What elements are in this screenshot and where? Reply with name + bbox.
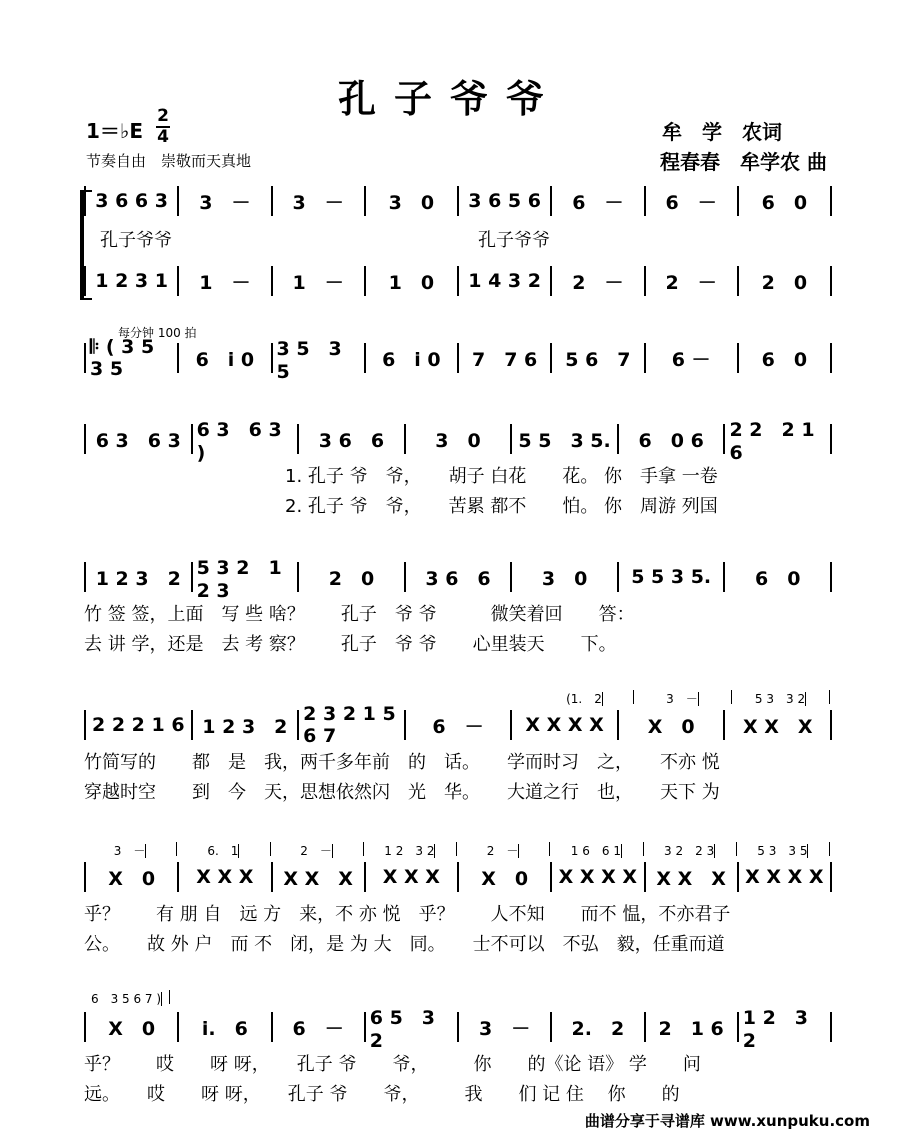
key-signature: 1＝♭E xyxy=(86,119,144,143)
measure: 1 0 xyxy=(366,266,459,296)
measure: X X X X xyxy=(512,710,619,740)
pre-measure: 5 3 3 5 xyxy=(737,842,830,856)
measure: 𝄆 ( 3 5 3 5 xyxy=(86,343,179,373)
measure: 2 1 6 xyxy=(646,1012,739,1042)
pre-measure: 1 2 3 2 xyxy=(364,842,457,856)
system-bottom-row xyxy=(84,266,832,296)
pre-line-5 xyxy=(84,842,830,856)
pre-measure: 6 3 5 6 7 ) xyxy=(84,990,170,1004)
measure: 5 5 3 5. xyxy=(512,424,619,454)
measure: 2 2 2 1 6 xyxy=(86,710,193,740)
lyricist-credit: 牟 学 农词 xyxy=(662,120,782,144)
measure: 3 0 xyxy=(406,424,513,454)
lyric-line-2b: 2. 孔子 爷 爷， 苦累 都不 怕。 你 周游 列国 xyxy=(285,496,718,517)
measure: X X X xyxy=(646,862,739,892)
measure: 2 2 2 1 6 xyxy=(725,424,832,454)
measure: 5 3 2 1 2 3 xyxy=(193,562,300,592)
measure: 6 i 0 xyxy=(179,343,272,373)
measure: 6 0 6 xyxy=(619,424,726,454)
measure: 6 5 3 2 xyxy=(366,1012,459,1042)
footer-credit: 曲谱分享于寻谱库 www.xunpuku.com xyxy=(584,1112,870,1130)
measure: 6 3 6 3 ) xyxy=(193,424,300,454)
measure: 1 2 3 1 xyxy=(86,266,179,296)
measure: X X X xyxy=(179,862,272,892)
score-line-1 xyxy=(84,336,832,383)
pre-measure: 2 － xyxy=(457,842,550,856)
measure: 1 － xyxy=(273,266,366,296)
measure: 6 － xyxy=(273,1012,366,1042)
pre-measure: 3 － xyxy=(634,690,732,704)
measure: X 0 xyxy=(619,710,726,740)
measure: 3 6 6 xyxy=(406,562,513,592)
pre-line-6 xyxy=(84,990,170,1004)
measure: 1 4 3 2 xyxy=(459,266,552,296)
measure: 1 2 3 2 xyxy=(86,562,193,592)
score-line-2 xyxy=(84,418,832,464)
pre-measure: 3 － xyxy=(84,842,177,856)
tempo-marking: 节奏自由 崇敬而天真地 xyxy=(86,152,252,170)
measure: 2 3 2 1 5 6 7 xyxy=(299,710,406,740)
measure: 6 0 xyxy=(739,343,832,373)
measure: 3 － xyxy=(273,186,366,216)
measure: 3 6 6 xyxy=(299,424,406,454)
measure: 7 7 6 xyxy=(459,343,552,373)
measure: 3 5 3 5 xyxy=(273,343,366,373)
measure: 5 6 7 xyxy=(552,343,645,373)
meter-bottom: 4 xyxy=(157,127,169,147)
measure: 2 0 xyxy=(299,562,406,592)
system-lyric: 孔子爷爷 孔子爷爷 xyxy=(100,230,550,251)
measure: 1 2 3 2 xyxy=(193,710,300,740)
song-title: 孔子爷爷 xyxy=(337,76,562,121)
score-line-3 xyxy=(84,556,832,602)
measure: 6 3 6 3 xyxy=(86,424,193,454)
measure: 3 6 5 6 xyxy=(459,186,552,216)
lyric-line-3b: 去 讲 学，还是 去 考 察？ 孔子 爷 爷 心里装天 下。 xyxy=(84,634,617,655)
measure: X X X X xyxy=(552,862,645,892)
measure: 3 － xyxy=(179,186,272,216)
pre-measure: 6. 1 xyxy=(177,842,270,856)
pre-line-4 xyxy=(536,690,830,704)
measure: 3 0 xyxy=(512,562,619,592)
bpm-marking: 每分钟 100 拍 xyxy=(118,326,197,340)
pre-measure: 3 2 2 3 xyxy=(644,842,737,856)
measure: 6 i 0 xyxy=(366,343,459,373)
lyric-line-2a: 1. 孔子 爷 爷， 胡子 白花 花。 你 手拿 一卷 xyxy=(285,466,718,487)
lyric-line-5a: 乎？ 有 朋 自 远 方 来，不 亦 悦 乎？ 人不知 而不 愠，不亦君子 xyxy=(84,904,731,925)
score-line-5 xyxy=(84,862,832,892)
measure: i. 6 xyxy=(179,1012,272,1042)
system-top-row xyxy=(84,186,832,216)
measure: 1 － xyxy=(179,266,272,296)
measure: 3 6 6 3 xyxy=(86,186,179,216)
pre-measure: 1 6 6 1 xyxy=(550,842,643,856)
measure: 6 － xyxy=(406,710,513,740)
composer-credit: 程春春 牟学农 曲 xyxy=(660,150,827,174)
measure: 2. 2 xyxy=(552,1012,645,1042)
measure: X 0 xyxy=(86,862,179,892)
time-signature xyxy=(156,108,170,146)
measure: 2 0 xyxy=(739,266,832,296)
lyric-line-4b: 穿越时空 到 今 天，思想依然闪 光 华。 大道之行 也， 天下 为 xyxy=(84,782,720,803)
measure: 3 0 xyxy=(366,186,459,216)
score-line-6 xyxy=(84,1006,832,1052)
measure: 6 0 xyxy=(739,186,832,216)
lyric-line-6a: 乎？ 哎 呀 呀， 孔子 爷 爷， 你 的《论 语》 学 问 xyxy=(84,1054,701,1075)
measure: X X X xyxy=(725,710,832,740)
measure: X X X xyxy=(273,862,366,892)
measure: 2 － xyxy=(552,266,645,296)
measure: 6 0 xyxy=(725,562,832,592)
measure: 1 2 3 2 xyxy=(739,1012,832,1042)
lyric-line-6b: 远。 哎 呀 呀， 孔子 爷 爷， 我 们 记 住 你 的 xyxy=(84,1084,680,1105)
lyric-line-5b: 公。 故 外 户 而 不 闭，是 为 大 同。 士不可以 不弘 毅，任重而道 xyxy=(84,934,725,955)
lyric-line-3a: 竹 签 签，上面 写 些 啥？ 孔子 爷 爷 微笑着回 答： xyxy=(84,604,635,625)
measure: 5 5 3 5. xyxy=(619,562,726,592)
measure: X X X xyxy=(366,862,459,892)
measure: X X X X xyxy=(739,862,832,892)
measure: 6 － xyxy=(646,186,739,216)
measure: 6 － xyxy=(552,186,645,216)
pre-measure: (1. 2 xyxy=(536,690,634,704)
meter-top: 2 xyxy=(157,106,169,126)
measure: 3 － xyxy=(459,1012,552,1042)
measure: X 0 xyxy=(459,862,552,892)
measure: 2 － xyxy=(646,266,739,296)
pre-measure: 2 － xyxy=(271,842,364,856)
measure: X 0 xyxy=(86,1012,179,1042)
lyric-line-4a: 竹简写的 都 是 我，两千多年前 的 话。 学而时习 之， 不亦 悦 xyxy=(84,752,720,773)
measure: 6 － xyxy=(646,343,739,373)
score-line-4 xyxy=(84,703,832,747)
pre-measure: 5 3 3 2 xyxy=(732,690,830,704)
